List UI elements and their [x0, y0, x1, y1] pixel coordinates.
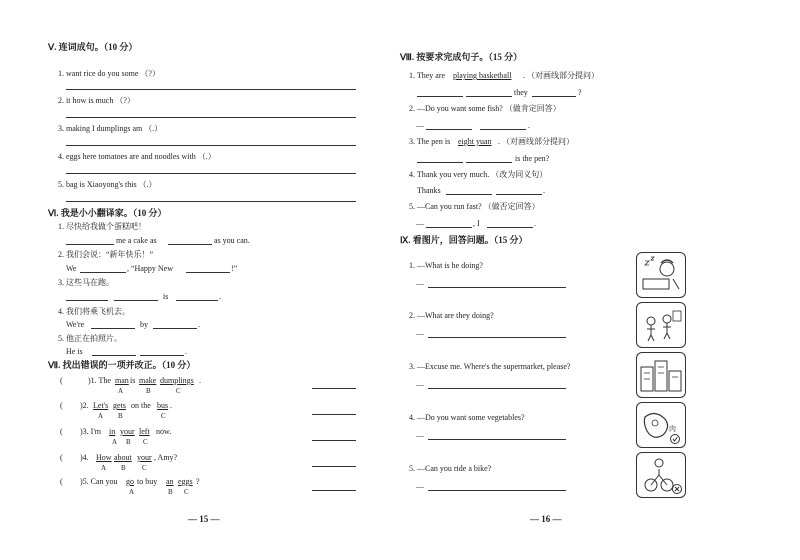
picture-meat	[636, 402, 686, 448]
meat-label: 肉	[669, 425, 676, 433]
sec6-q3: 3. 这些马在跑。	[58, 278, 114, 287]
blank[interactable]	[480, 129, 526, 130]
answer-line[interactable]	[312, 440, 356, 441]
sec7-item-3-num: )3. I'm	[80, 427, 101, 436]
sec9-q2: 2. —What are they doing?	[409, 311, 494, 320]
sec6-q1-mid: me a cake as	[116, 236, 157, 245]
open-paren: (	[60, 401, 63, 410]
blank[interactable]	[426, 129, 472, 130]
sec6-q1: 1. 尽快给我做个蛋糕吧！	[58, 222, 146, 231]
dash: —	[416, 279, 424, 288]
letter-b: B	[168, 488, 173, 496]
answer-line[interactable]	[66, 117, 356, 118]
blank[interactable]	[446, 194, 492, 195]
answer-line[interactable]	[66, 89, 356, 90]
open-paren: (	[60, 477, 63, 486]
sec7-item-1-mid: is	[130, 376, 136, 385]
sec6-q2-end: !”	[231, 264, 238, 273]
open-paren: (	[60, 453, 63, 462]
letter-a: A	[118, 387, 124, 395]
dash: —	[416, 431, 424, 440]
sec6-q2: 2. 我们会说：“新年快乐！”	[58, 250, 154, 259]
sec6-q4: 4. 我们将乘飞机去。	[58, 307, 130, 316]
sec5-item-2: 2. it how is much （?）	[58, 96, 135, 105]
section-8-title: Ⅷ. 按要求完成句子。（15 分）	[400, 52, 523, 62]
sec8-q2: 2. —Do you want some fish? （做肯定回答）	[409, 104, 561, 113]
blank[interactable]	[140, 355, 184, 356]
sec6-q4-start: We're	[66, 320, 85, 329]
sec8-q5-end: .	[534, 219, 536, 228]
sec8-q1: 1. They are	[409, 71, 446, 80]
answer-line[interactable]	[312, 490, 356, 491]
sec7-item-3-a: in	[109, 427, 116, 436]
sec5-item-1: 1. want rice do you some （?）	[58, 69, 160, 78]
people-icon	[637, 303, 685, 347]
answer-line[interactable]	[428, 490, 566, 491]
sec7-item-5-b: an	[166, 477, 174, 486]
sec7-item-1-a: man	[115, 376, 129, 385]
picture-supermarket-street	[636, 352, 686, 398]
letter-c: C	[143, 438, 148, 446]
blank[interactable]	[153, 328, 197, 329]
section-9-title: Ⅸ. 看图片，回答问题。（15 分）	[400, 235, 528, 245]
street-icon	[637, 353, 685, 397]
sec7-item-1-c: dumplings	[160, 376, 194, 385]
letter-a: A	[129, 488, 135, 496]
sec9-q5: 5. —Can you ride a bike?	[409, 464, 492, 473]
sec7-item-3-c: left	[139, 427, 150, 436]
sec7-item-5-mid: to buy	[137, 477, 158, 486]
answer-line[interactable]	[66, 201, 356, 202]
answer-line[interactable]	[66, 145, 356, 146]
dash: —	[416, 329, 424, 338]
sec8-q3-tail: is the pen?	[515, 154, 550, 163]
picture-boy-sleeping	[636, 252, 686, 298]
sec7-item-3-tail: now.	[156, 427, 172, 436]
dash: —	[416, 380, 424, 389]
answer-line[interactable]	[428, 337, 566, 338]
letter-b: B	[121, 464, 126, 472]
sec7-item-5-num: )5. Can you	[80, 477, 118, 486]
sec8-q5: 5. —Can you run fast? （做否定回答）	[409, 202, 540, 211]
letter-c: C	[161, 412, 166, 420]
blank[interactable]	[80, 272, 126, 273]
blank[interactable]	[92, 355, 136, 356]
answer-line[interactable]	[428, 439, 566, 440]
picture-people-outdoors	[636, 302, 686, 348]
blank[interactable]	[66, 244, 114, 245]
sec5-item-5: 5. bag is Xiaoyong's this （.）	[58, 180, 157, 189]
sec7-item-4-c: your	[137, 453, 152, 462]
sec6-q5-end: .	[185, 347, 187, 356]
blank[interactable]	[176, 300, 218, 301]
sec8-q1-end: ?	[578, 88, 582, 97]
sec7-item-4-b: about	[114, 453, 132, 462]
sec7-item-5-a: go	[126, 477, 134, 486]
answer-line[interactable]	[66, 173, 356, 174]
blank[interactable]	[466, 162, 512, 163]
open-paren: (	[60, 427, 63, 436]
letter-b: B	[146, 387, 151, 395]
section-5-title: Ⅴ. 连词成句。（10 分）	[48, 42, 138, 52]
blank[interactable]	[496, 194, 542, 195]
letter-a: A	[112, 438, 118, 446]
open-paren: (	[60, 376, 63, 385]
sec9-q3: 3. —Excuse me. Where's the supermarket, please?	[409, 362, 571, 371]
sec6-q1-end: as you can.	[214, 236, 250, 245]
blank[interactable]	[417, 162, 463, 163]
blank[interactable]	[91, 328, 135, 329]
blank[interactable]	[532, 96, 576, 97]
sec7-item-4-tail: , Amy?	[154, 453, 178, 462]
sec5-item-4: 4. eggs here tomatoes are and noodles with （.）	[58, 152, 216, 161]
letter-a: A	[101, 464, 107, 472]
letter-b: B	[126, 438, 131, 446]
dash: —	[416, 482, 424, 491]
sec9-q4: 4. —Do you want some vegetables?	[409, 413, 525, 422]
blank[interactable]	[466, 96, 512, 97]
sec8-q5-mid: , I	[473, 219, 480, 228]
sec8-q4: 4. Thank you very much. （改为同义句）	[409, 170, 548, 179]
sec8-q2-dash: —	[416, 121, 424, 130]
sec6-q4-mid: by	[140, 320, 148, 329]
sec8-q3-task: . （对画线部分提问）	[498, 137, 574, 146]
blank[interactable]	[114, 300, 158, 301]
blank[interactable]	[417, 96, 463, 97]
blank[interactable]	[168, 244, 212, 245]
blank[interactable]	[426, 227, 472, 228]
blank[interactable]	[186, 272, 230, 273]
sleeping-boy-icon	[637, 253, 685, 297]
blank[interactable]	[487, 227, 533, 228]
sec7-item-4-a: How	[96, 453, 112, 462]
sec5-item-3: 3. making I dumplings am （.）	[58, 124, 163, 133]
sec8-q3-underline: eight yuan	[458, 137, 492, 146]
letter-a: A	[98, 412, 104, 420]
sec8-q3: 3. The pen is	[409, 137, 451, 146]
blank[interactable]	[66, 300, 108, 301]
sec6-q3-end: .	[219, 292, 221, 301]
meat-icon	[637, 403, 685, 447]
section-6-title: Ⅵ. 我是小小翻译家。（10 分）	[48, 208, 167, 218]
sec7-item-1-b: make	[139, 376, 157, 385]
sec8-q2-end: .	[528, 121, 530, 130]
sec6-q2-start: We	[66, 264, 77, 273]
page-number: — 15 —	[188, 514, 220, 524]
letter-c: C	[184, 488, 189, 496]
check-icon	[671, 435, 680, 444]
sec7-item-5-tail: ?	[196, 477, 200, 486]
sec7-item-5-c: eggs	[178, 477, 193, 486]
sec7-item-3-b: your	[120, 427, 135, 436]
sec7-item-4-num: )4.	[80, 453, 89, 462]
sec7-item-2-tail: .	[170, 401, 172, 410]
sec8-q1-task: . （对画线部分提问）	[523, 71, 599, 80]
sec7-item-2-c: bus	[157, 401, 169, 410]
letter-b: B	[118, 412, 123, 420]
page-number: — 16 —	[530, 514, 562, 524]
sec6-q5-start: He is	[66, 347, 83, 356]
sec7-item-2-num: )2.	[80, 401, 89, 410]
letter-c: C	[142, 464, 147, 472]
sec7-item-1-num: )1. The	[88, 376, 111, 385]
sec8-q4-thanks: Thanks	[417, 186, 441, 195]
sec9-q1: 1. —What is he doing?	[409, 261, 483, 270]
sec6-q2-mid: , “Happy New	[127, 264, 173, 273]
answer-line[interactable]	[428, 388, 566, 389]
sec8-q1-they: they	[514, 88, 528, 97]
sec6-q4-end: .	[198, 320, 200, 329]
picture-girl-bike	[636, 452, 686, 498]
sec8-q5-dash: —	[416, 219, 424, 228]
bike-icon	[637, 453, 685, 497]
sec6-q5: 5. 他正在拍照片。	[58, 334, 122, 343]
sec7-item-2-b: gets	[113, 401, 126, 410]
section-7-title: Ⅶ. 找出错误的一项并改正。（10 分）	[48, 360, 196, 370]
sec7-item-2-mid: on the	[131, 401, 151, 410]
answer-line[interactable]	[312, 466, 356, 467]
letter-c: C	[176, 387, 181, 395]
sec7-item-2-a: Let's	[93, 401, 109, 410]
sec6-q3-mid: is	[163, 292, 169, 301]
sec8-q4-end: .	[543, 186, 545, 195]
sec7-item-1-tail: .	[199, 376, 201, 385]
answer-line[interactable]	[428, 287, 566, 288]
sec8-q1-underline: playing basketball	[453, 71, 512, 80]
answer-line[interactable]	[312, 414, 356, 415]
answer-line[interactable]	[312, 388, 356, 389]
